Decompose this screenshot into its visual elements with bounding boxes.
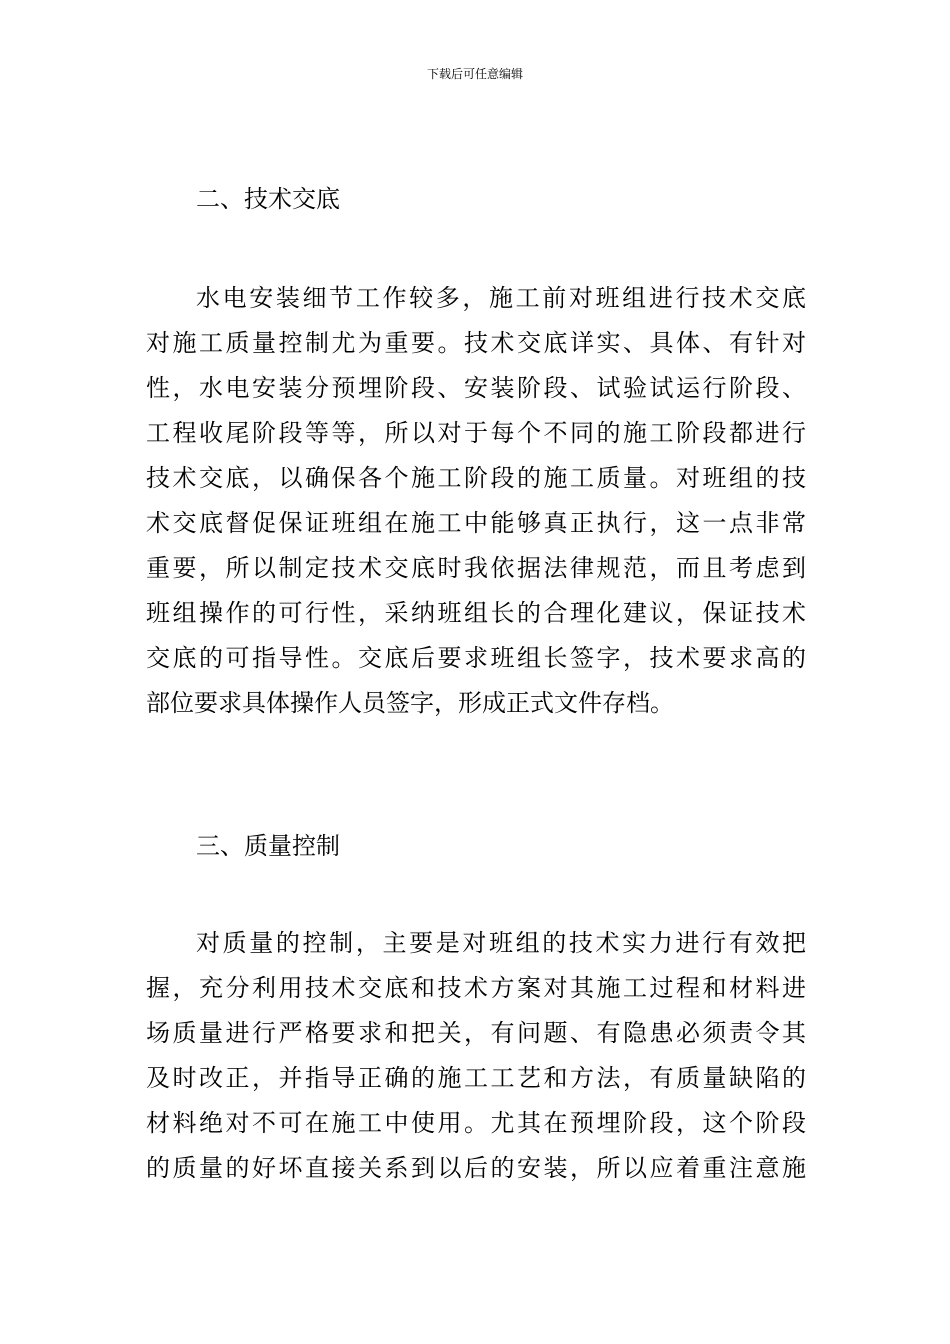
paragraph-line: 对施工质量控制尤为重要。技术交底详实、具体、有针对 (146, 329, 806, 357)
paragraph-line: 材料绝对不可在施工中使用。尤其在预埋阶段，这个阶段 (146, 1109, 806, 1137)
paragraph-line: 技术交底，以确保各个施工阶段的施工质量。对班组的技 (146, 464, 806, 492)
paragraph-line: 重要，所以制定技术交底时我依据法律规范，而且考虑到 (146, 554, 806, 582)
paragraph-quality-control (146, 921, 806, 1191)
paragraph-line: 对质量的控制，主要是对班组的技术实力进行有效把 (196, 929, 806, 957)
paragraph-line: 及时改正，并指导正确的施工工艺和方法，有质量缺陷的 (146, 1064, 806, 1092)
section-heading-quality-control: 三、质量控制 (196, 832, 340, 860)
paragraph-line: 工程收尾阶段等等，所以对于每个不同的施工阶段都进行 (146, 419, 806, 447)
paragraph-line: 术交底督促保证班组在施工中能够真正执行，这一点非常 (146, 509, 806, 537)
paragraph-line: 交底的可指导性。交底后要求班组长签字，技术要求高的 (146, 644, 806, 672)
paragraph-line: 部位要求具体操作人员签字，形成正式文件存档。 (146, 689, 674, 717)
paragraph-line: 握，充分利用技术交底和技术方案对其施工过程和材料进 (146, 974, 806, 1002)
section-heading-technical-briefing: 二、技术交底 (196, 185, 340, 213)
header-note: 下载后可任意编辑 (426, 67, 523, 81)
paragraph-line: 水电安装细节工作较多，施工前对班组进行技术交底 (196, 284, 806, 312)
paragraph-line: 性，水电安装分预埋阶段、安装阶段、试验试运行阶段、 (146, 374, 806, 402)
paragraph-line: 的质量的好坏直接关系到以后的安装，所以应着重注意施 (146, 1154, 806, 1182)
paragraph-technical-briefing (146, 276, 806, 726)
paragraph-line: 场质量进行严格要求和把关，有问题、有隐患必须责令其 (146, 1019, 806, 1047)
paragraph-line: 班组操作的可行性，采纳班组长的合理化建议，保证技术 (146, 599, 806, 627)
